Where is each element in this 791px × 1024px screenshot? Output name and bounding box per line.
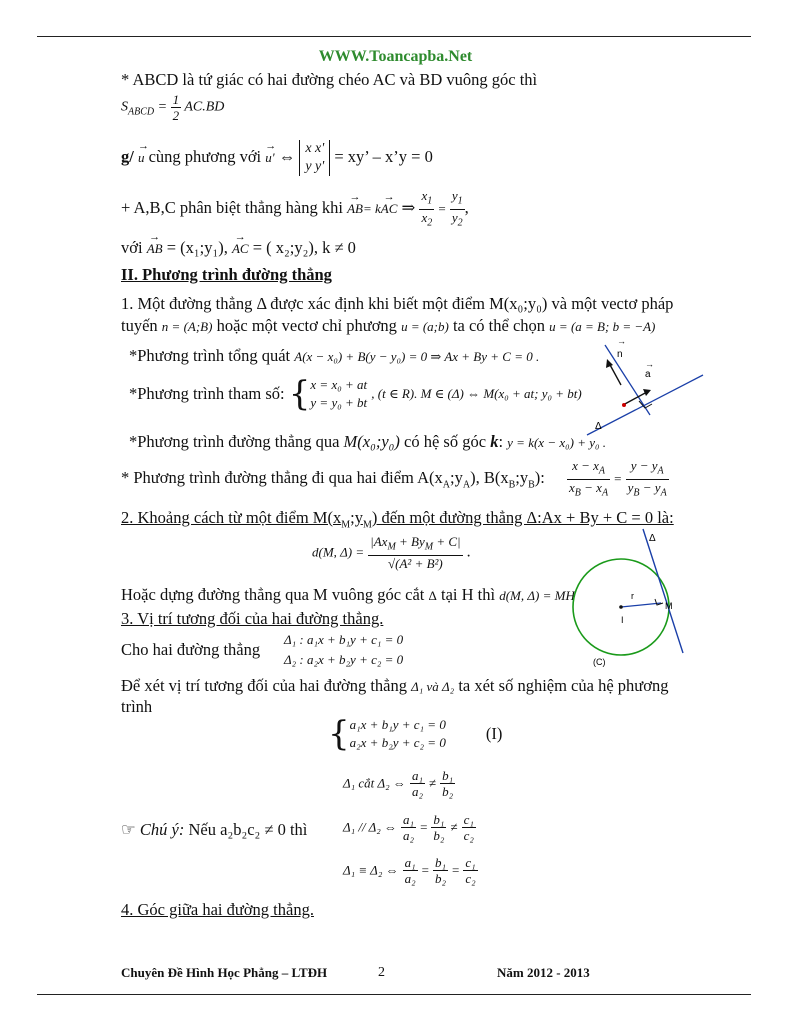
item-g: g/ → u cùng phương với → u' ⇔ x x' y y' = xy’ – x’y = 0 bbox=[121, 140, 433, 176]
normal-line bbox=[605, 345, 650, 415]
right-angle-mark-2 bbox=[655, 599, 663, 605]
vector-a-arrowhead bbox=[643, 389, 651, 396]
collinear-line: + A,B,C phân biệt thẳng hàng khi → AB= k→ AC ⇒ $\frac{x_1}{x_2}$ = $\frac{y_1}{y_2}$ , bbox=[121, 188, 469, 230]
consider-line: Để xét vị trí tương đối của hai đường thẳng Δ₁ và Δ₂ ta xét số nghiệm của hệ phương bbox=[121, 676, 669, 695]
footer-page: 2 bbox=[378, 965, 385, 980]
distance-formula: d(M, Δ) = $\frac{|Ax_M + By_M + C|}{\text{√(A² + B²)}}$ . bbox=[312, 534, 471, 571]
abcd-formula: $S_{ABCD}$ = $\frac{1}{2}$ AC.BD bbox=[121, 92, 225, 123]
tangent-line-delta bbox=[643, 529, 683, 653]
coincide-condition: Δ₁ ≡ Δ₂ ⇔ $\frac{\text{a₁}}{\text{a₂}}$ = $\frac{\text{b₁}}{\text{b₂}}$ = $\frac{\text{c₁}}{\text{c₂}}$ bbox=[343, 855, 476, 886]
footer-left: Chuyên Đề Hình Học Phẳng – LTĐH bbox=[121, 965, 328, 980]
distance-alt: Hoặc dựng đường thẳng qua M vuông góc cắt Δ tại H thì d(M, Δ) = MH bbox=[121, 585, 575, 604]
section-2-title: II. Phương trình đường thẳng bbox=[121, 265, 332, 284]
radius-segment bbox=[621, 603, 661, 607]
note-line: ☞ Chú ý: Nếu a₂b₂c₂ ≠ 0 thì bbox=[121, 820, 308, 839]
distance-title: 2. Khoảng cách từ một điểm $M(x_M;y_M)$ đến một đường thẳng Δ:Ax + By + C = 0 là: bbox=[121, 508, 674, 531]
point-m bbox=[622, 403, 626, 407]
vector-a bbox=[623, 392, 647, 405]
parallel-condition: Δ₁ // Δ₂ ⇔ $\frac{\text{a₁}}{\text{a₂}}$ = $\frac{\text{b₁}}{\text{b₂}}$ ≠ $\frac{\text{c₁}}{\text{c₂}}$ bbox=[343, 812, 474, 843]
label-c: (C) bbox=[593, 657, 606, 667]
label-delta-2: Δ bbox=[649, 533, 656, 544]
determinant: x x' y y' bbox=[299, 140, 330, 176]
vector-n-arrowhead bbox=[606, 359, 613, 368]
p1-line1: 1. Một đường thẳng Δ được xác định khi biết một điểm M(x₀;y₀) và một vectơ pháp bbox=[121, 294, 674, 313]
site-header: WWW.Toancapba.Net bbox=[318, 48, 473, 65]
label-i: I bbox=[621, 615, 624, 625]
point-i bbox=[619, 605, 623, 609]
label-r: r bbox=[631, 591, 634, 601]
two-lines-intro: Cho hai đường thẳng bbox=[121, 640, 261, 659]
circle-distance-figure bbox=[565, 525, 705, 675]
slope-equation: *Phương trình đường thẳng qua M(x₀;y₀) có hệ số góc k: y = k(x − x₀) + y₀ . bbox=[129, 432, 607, 451]
footer-right: Năm 2012 - 2013 bbox=[497, 965, 590, 980]
cut-condition: Δ₁ cắt Δ₂ ⇔ $\frac{\text{a₁}}{\text{a₂}}$ ≠ $\frac{\text{b₁}}{\text{b₂}}$ bbox=[343, 768, 454, 799]
consider-line-2: trình bbox=[121, 697, 153, 716]
abcd-text: * ABCD là tứ giác có hai đường chéo AC và BD vuông góc thì bbox=[121, 70, 538, 89]
label-m: M bbox=[665, 601, 673, 611]
a-arrow-glyph: → bbox=[645, 359, 654, 369]
line-delta bbox=[587, 375, 703, 435]
n-arrow-glyph: → bbox=[617, 336, 626, 346]
pointing-hand-icon: ☞ bbox=[121, 820, 136, 839]
two-point-equation: * Phương trình đường thẳng đi qua hai điểm $A(x_A;y_A)$, $B(x_B;y_B)$: $\frac{x - x_A}{x_B - x_A}$ = $\frac{y - y_A}{y_B - y_A}$ bbox=[121, 458, 667, 499]
bottom-rule bbox=[37, 994, 751, 995]
line-vectors-figure bbox=[575, 335, 705, 445]
p1-line2: tuyến n = (A;B) hoặc một vectơ chỉ phương u = (a;b) ta có thể chọn u = (a = B; b = −A) bbox=[121, 316, 656, 335]
general-equation: *Phương trình tổng quát A(x − x₀) + B(y − y₀) = 0 ⇒ Ax + By + C = 0 . bbox=[129, 346, 540, 365]
param-equation: *Phương trình tham số: { x = x₀ + at y = y₀ + bt , (t ∈ R). M ∈ (Δ) ⇔ M(x₀ + at; y₀ + bt) bbox=[129, 374, 582, 414]
top-rule bbox=[37, 36, 751, 37]
with-line: với → AB = (x₁;y₁), → AC = ( x₂;y₂), k ≠ 0 bbox=[121, 238, 356, 258]
label-delta: Δ bbox=[595, 421, 602, 432]
label-a: a bbox=[645, 369, 651, 380]
section-4-title: 4. Góc giữa hai đường thẳng. bbox=[121, 900, 314, 919]
section-3-title: 3. Vị trí tương đối của hai đường thẳng. bbox=[121, 609, 384, 628]
system-I: { a₁x + b₁y + c₁ = 0 a₂x + b₂y + c₂ = 0 (I) bbox=[328, 714, 503, 754]
label-n: n bbox=[617, 349, 623, 360]
two-lines-eqs: Δ₁ : a₁x + b₁y + c₁ = 0 Δ₂ : a₂x + b₂y + c₂ = 0 bbox=[284, 632, 404, 667]
